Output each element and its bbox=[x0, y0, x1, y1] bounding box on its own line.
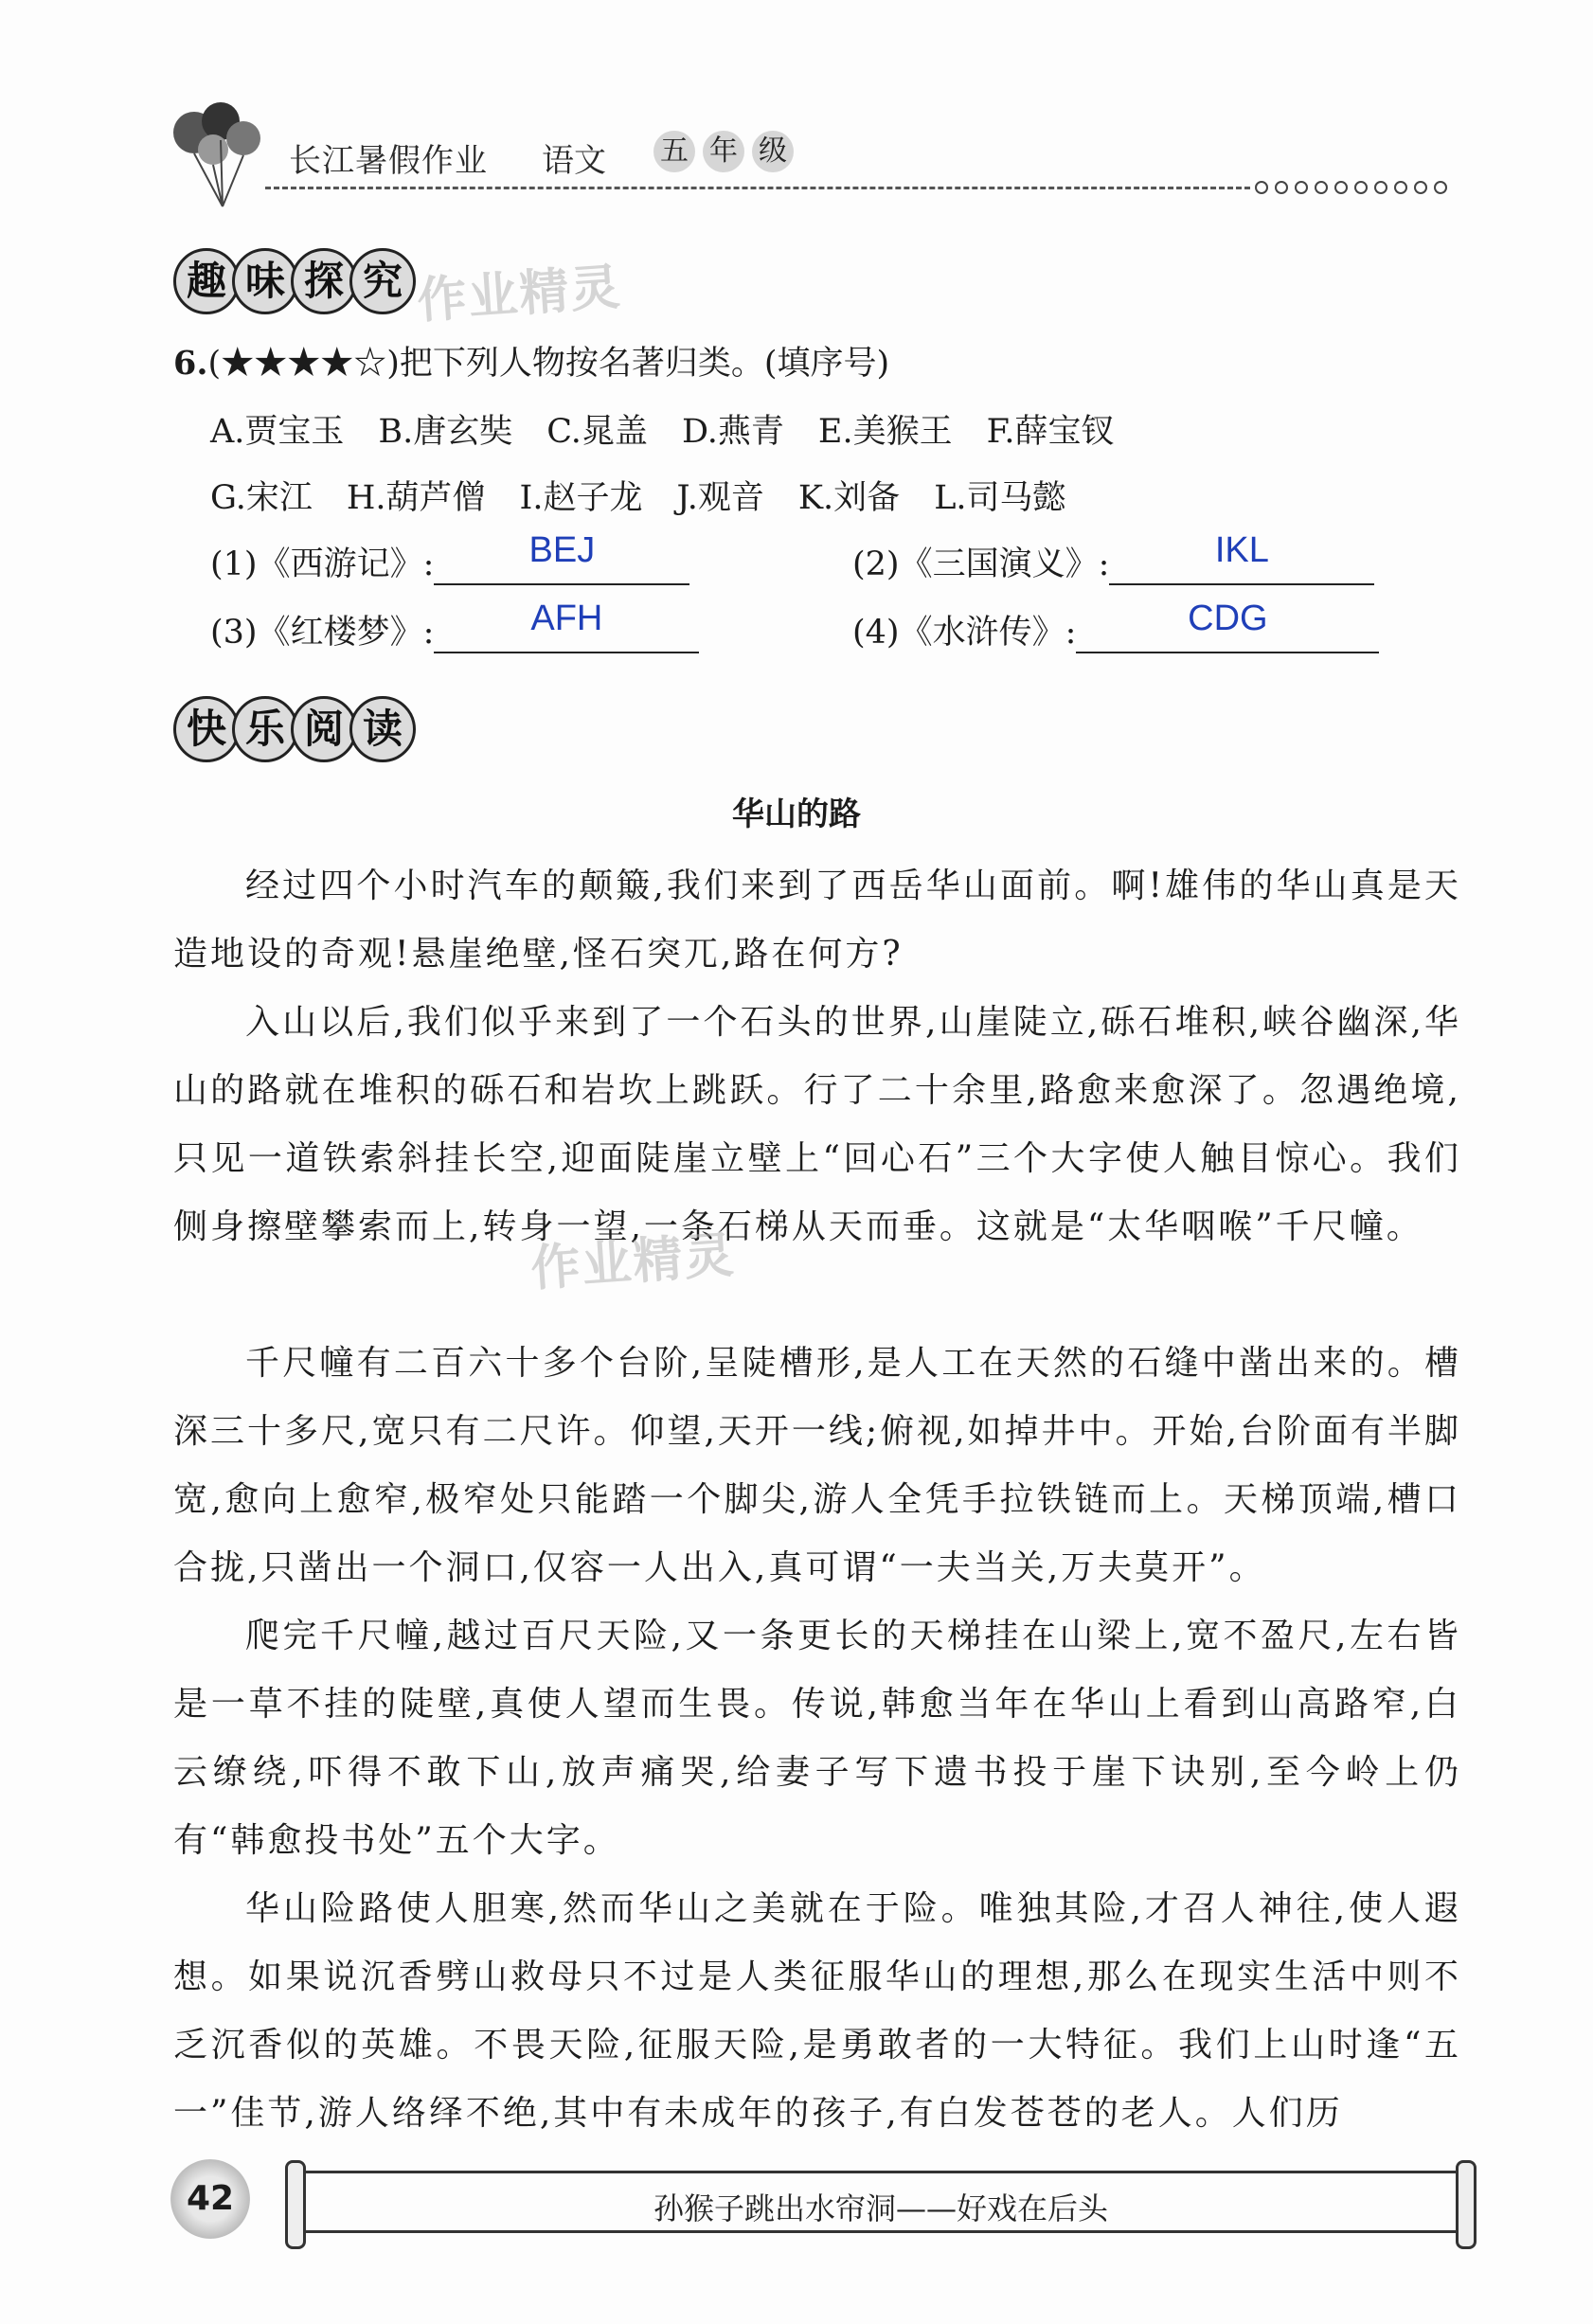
options-row-1 bbox=[210, 405, 1149, 453]
option-item: F.薛宝钗 bbox=[986, 413, 1115, 451]
option-item: L.司马懿 bbox=[934, 479, 1066, 517]
option-item: G.宋江 bbox=[210, 479, 313, 517]
subject-label: 语文 bbox=[542, 142, 606, 180]
footer-motto: 孙猴子跳出水帘洞——好戏在后头 bbox=[653, 2190, 1108, 2226]
grade-char: 级 bbox=[752, 131, 794, 172]
balloons-icon bbox=[166, 95, 270, 208]
question-6 bbox=[173, 337, 889, 384]
question-text: (★★★★☆)把下列人物按名著归类。(填序号) bbox=[207, 345, 890, 383]
option-item: E.美猴王 bbox=[817, 413, 953, 451]
badge-char: 趣 bbox=[173, 248, 240, 314]
answer-blank[interactable] bbox=[434, 599, 699, 653]
header-divider bbox=[265, 187, 1250, 189]
article-paragraph: 爬完千尺幢,越过百尺天险,又一条更长的天梯挂在山梁上,宽不盈尺,左右皆是一草不挂的陡壁,真使人望而生畏。传说,韩愈当年在华山上看到山高路窄,白云缭绕,吓得不敢下山,放声痛哭,给妻子写下遗书投于崖下诀别,至今岭上仍有“韩愈投书处”五个大字。 bbox=[173, 1617, 1461, 1860]
article-paragraph: 入山以后,我们似乎来到了一个石头的世界,山崖陡立,砾石堆积,峡谷幽深,华山的路就在堆积的砾石和岩坎上跳跃。行了二十余里,路愈来愈深了。忽遇绝境,只见一道铁索斜挂长空,迎面陡崖立壁上“回心石”三个大字使人触目惊心。我们侧身擦壁攀索而上,转身一望,一条石梯从天而垂。这就是“太华咽喉”千尺幢。 bbox=[173, 1003, 1461, 1246]
answer-row-4 bbox=[852, 599, 1379, 653]
answer-label: (2)《三国演义》: bbox=[852, 545, 1110, 583]
answer-blank[interactable] bbox=[1109, 530, 1374, 585]
grade-char: 年 bbox=[703, 131, 744, 172]
badge-char: 探 bbox=[291, 248, 357, 314]
question-number: 6. bbox=[173, 344, 208, 383]
answer-value: IKL bbox=[1214, 530, 1269, 570]
article-title: 华山的路 bbox=[732, 796, 861, 833]
answer-label: (3)《红楼梦》: bbox=[210, 614, 435, 652]
page-footer bbox=[170, 2150, 1468, 2244]
badge-char: 乐 bbox=[232, 696, 298, 762]
option-item: B.唐玄奘 bbox=[378, 413, 513, 451]
option-item: H.葫芦僧 bbox=[346, 479, 486, 517]
grade-label bbox=[653, 131, 805, 178]
answer-value: CDG bbox=[1188, 599, 1268, 638]
article-paragraph: 经过四个小时汽车的颠簸,我们来到了西岳华山面前。啊!雄伟的华山真是天造地设的奇观!悬崖绝壁,怪石突兀,路在何方? bbox=[173, 867, 1461, 974]
answer-blank[interactable] bbox=[434, 530, 689, 585]
option-item: D.燕青 bbox=[681, 413, 784, 451]
page-number: 42 bbox=[170, 2159, 250, 2239]
option-item: I.赵子龙 bbox=[519, 479, 643, 517]
answer-row-1 bbox=[210, 530, 689, 585]
footer-scroll-banner bbox=[298, 2171, 1463, 2233]
badge-char: 阅 bbox=[291, 696, 357, 762]
badge-char: 味 bbox=[232, 248, 298, 314]
answer-value: BEJ bbox=[528, 530, 596, 570]
badge-char: 究 bbox=[349, 248, 416, 314]
section-badge-happy-reading bbox=[173, 696, 408, 766]
grade-char: 五 bbox=[653, 131, 695, 172]
badge-char: 读 bbox=[349, 696, 416, 762]
option-item: A.贾宝玉 bbox=[210, 413, 345, 451]
book-title: 长江暑假作业 bbox=[289, 142, 488, 180]
answer-row-3 bbox=[210, 599, 699, 653]
option-item: K.刘备 bbox=[797, 479, 901, 517]
header-dots bbox=[1255, 180, 1454, 195]
article-paragraph: 华山险路使人胆寒,然而华山之美就在于险。唯独其险,才召人神往,使人遐想。如果说沉香劈山救母只不过是人类征服华山的理想,那么在现实生活中则不乏沉香似的英雄。不畏天险,征服天险,是勇敢者的一大特征。我们上山时逢“五一”佳节,游人络绎不绝,其中有未成年的孩子,有白发苍苍的老人。人们历 bbox=[173, 1889, 1461, 2133]
watermark: 作业精灵 bbox=[528, 1226, 738, 1298]
answer-label: (1)《西游记》: bbox=[210, 545, 435, 583]
option-item: C.晁盖 bbox=[546, 413, 648, 451]
answer-label: (4)《水浒传》: bbox=[852, 614, 1077, 652]
answer-row-2 bbox=[852, 530, 1374, 585]
badge-char: 快 bbox=[173, 696, 240, 762]
options-row-2 bbox=[210, 472, 1101, 519]
option-item: J.观音 bbox=[676, 479, 764, 517]
answer-blank[interactable] bbox=[1076, 599, 1379, 653]
article-paragraph: 千尺幢有二百六十多个台阶,呈陡槽形,是人工在天然的石缝中凿出来的。槽深三十多尺,宽只有二尺许。仰望,天开一线;俯视,如掉井中。开始,台阶面有半脚宽,愈向上愈窄,极窄处只能踏一个脚尖,游人全凭手拉铁链而上。天梯顶端,槽口合拢,只凿出一个洞口,仅容一人出入,真可谓“一夫当关,万夫莫开”。 bbox=[173, 1344, 1461, 1587]
section-badge-fun-explore bbox=[173, 248, 408, 318]
watermark: 作业精灵 bbox=[415, 259, 624, 331]
answer-value: AFH bbox=[530, 599, 603, 638]
